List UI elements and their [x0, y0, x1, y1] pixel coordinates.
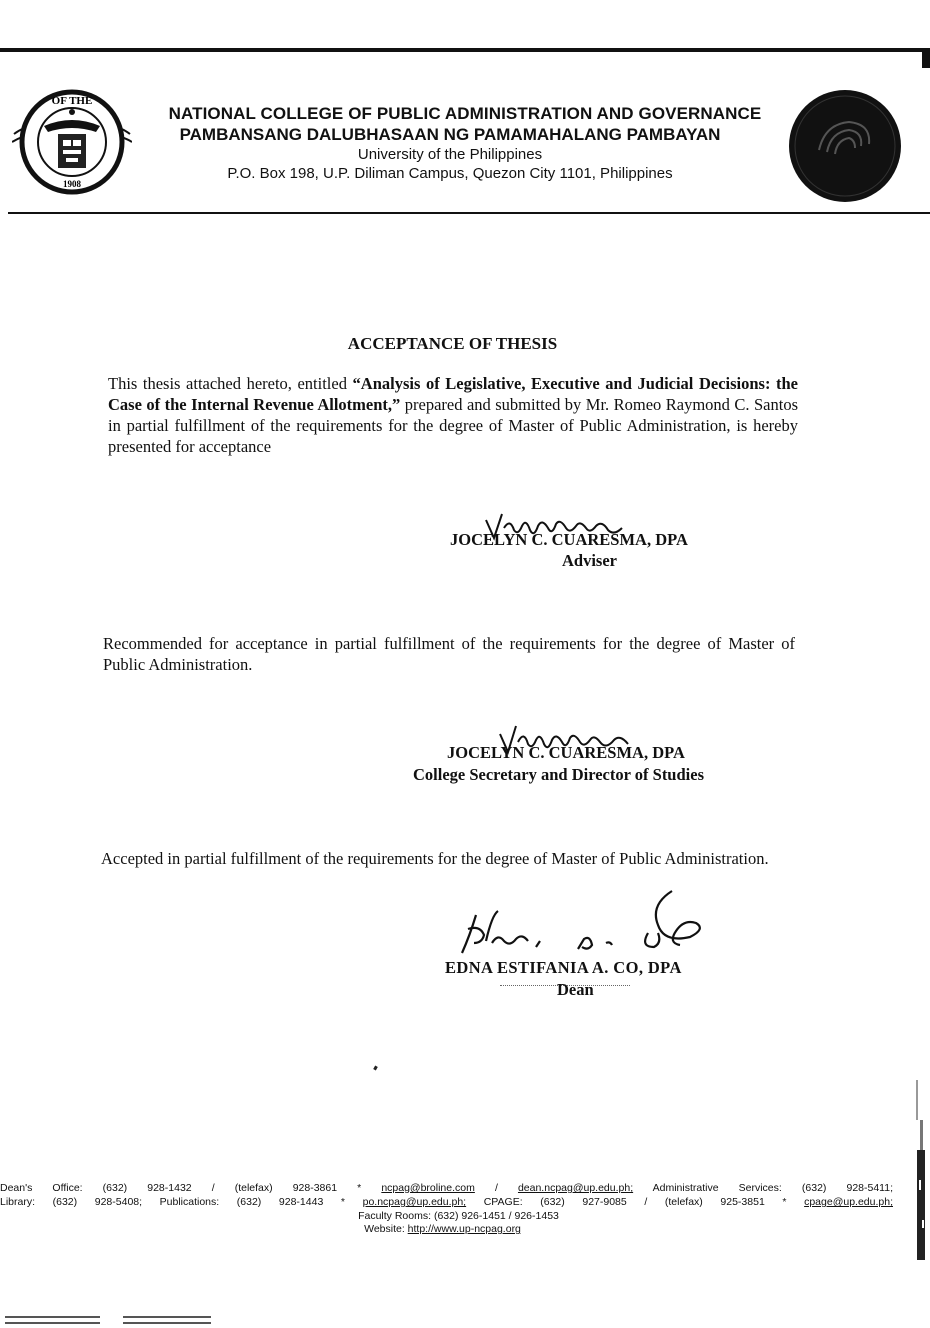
cpage-email-link[interactable]: cpage@up.edu.ph;: [804, 1196, 893, 1208]
ncpag-email-link[interactable]: ncpag@broline.com: [381, 1182, 475, 1194]
institution-address: P.O. Box 198, U.P. Diliman Campus, Quezon City 1101, Philippines: [227, 165, 673, 182]
para1-suffix: prepared and submitted by Mr. Romeo Raymond C. Santos in partial fulfillment of the requirements for the degree of Master of Public Administration, is hereby presented for acceptance: [108, 395, 799, 456]
dean-role: Dean: [557, 980, 594, 999]
acceptance-paragraph: Accepted in partial fulfillment of the requirements for the degree of Master of Public Administration.: [101, 849, 769, 868]
footer-contact-line-2: [0, 1196, 893, 1208]
corner-mark: [922, 48, 930, 68]
website-label: Website:: [364, 1223, 408, 1235]
dean-email-link[interactable]: dean.ncpag@up.edu.ph;: [517, 1182, 634, 1194]
scan-edge-artifact: [914, 1080, 928, 1260]
header-rule: [8, 212, 930, 214]
publications-email-link[interactable]: po.ncpag@up.edu.ph;: [362, 1196, 467, 1208]
footer-faculty-rooms: Faculty Rooms: (632) 926-1451 / 926-1453: [358, 1210, 559, 1222]
college-secretary-name: JOCELYN C. CUARESMA, DPA: [447, 743, 685, 762]
adviser-role: Adviser: [562, 551, 617, 570]
library-scan-stamp: [2, 1310, 215, 1328]
top-rule: [0, 48, 930, 52]
university-name: University of the Philippines: [357, 146, 543, 163]
scan-speck: [373, 1066, 378, 1071]
dean-name: EDNA ESTIFANIA A. CO, DPA: [445, 958, 682, 977]
separator: /: [474, 1182, 518, 1194]
institution-name: NATIONAL COLLEGE OF PUBLIC ADMINISTRATION AND GOVERNANCE: [168, 104, 762, 123]
document-title: ACCEPTANCE OF THESIS: [347, 334, 558, 353]
deans-office-phone: Dean's Office: (632) 928-1432 / (telefax) 928-3861 *: [0, 1182, 382, 1194]
footer-website: [0, 1223, 885, 1235]
svg-text:OF THE: OF THE: [51, 95, 93, 107]
admin-services-phone: Administrative Services: (632) 928-5411;: [633, 1182, 893, 1194]
thesis-presentation-paragraph: [108, 373, 798, 457]
ncpag-seal-logo: [785, 88, 905, 206]
thesis-title: “Analysis of Legislative, Executive and Judicial Decisions: the Case of the Internal Revenue Allotment,”: [108, 374, 799, 414]
footer-contact-line-1: [0, 1182, 893, 1194]
recommendation-paragraph: Recommended for acceptance in partial fulfillment of the requirements for the degree of Master of Public Administration.: [103, 634, 795, 674]
adviser-name: JOCELYN C. CUARESMA, DPA: [450, 530, 688, 549]
website-link[interactable]: http://www.up-ncpag.org: [407, 1223, 521, 1235]
institution-name-filipino: PAMBANSANG DALUBHASAAN NG PAMAMAHALANG PAMBAYAN: [179, 125, 721, 144]
svg-text:1908: 1908: [63, 179, 81, 189]
cpage-phone: CPAGE: (632) 927-9085 / (telefax) 925-3851 *: [466, 1196, 805, 1208]
dean-signature: [440, 885, 720, 963]
para1-prefix: This thesis attached hereto, entitled: [108, 374, 353, 393]
library-publications-phone: Library: (632) 928-5408; Publications: (632) 928-1443 *: [0, 1196, 363, 1208]
college-secretary-role: College Secretary and Director of Studies: [413, 765, 704, 784]
